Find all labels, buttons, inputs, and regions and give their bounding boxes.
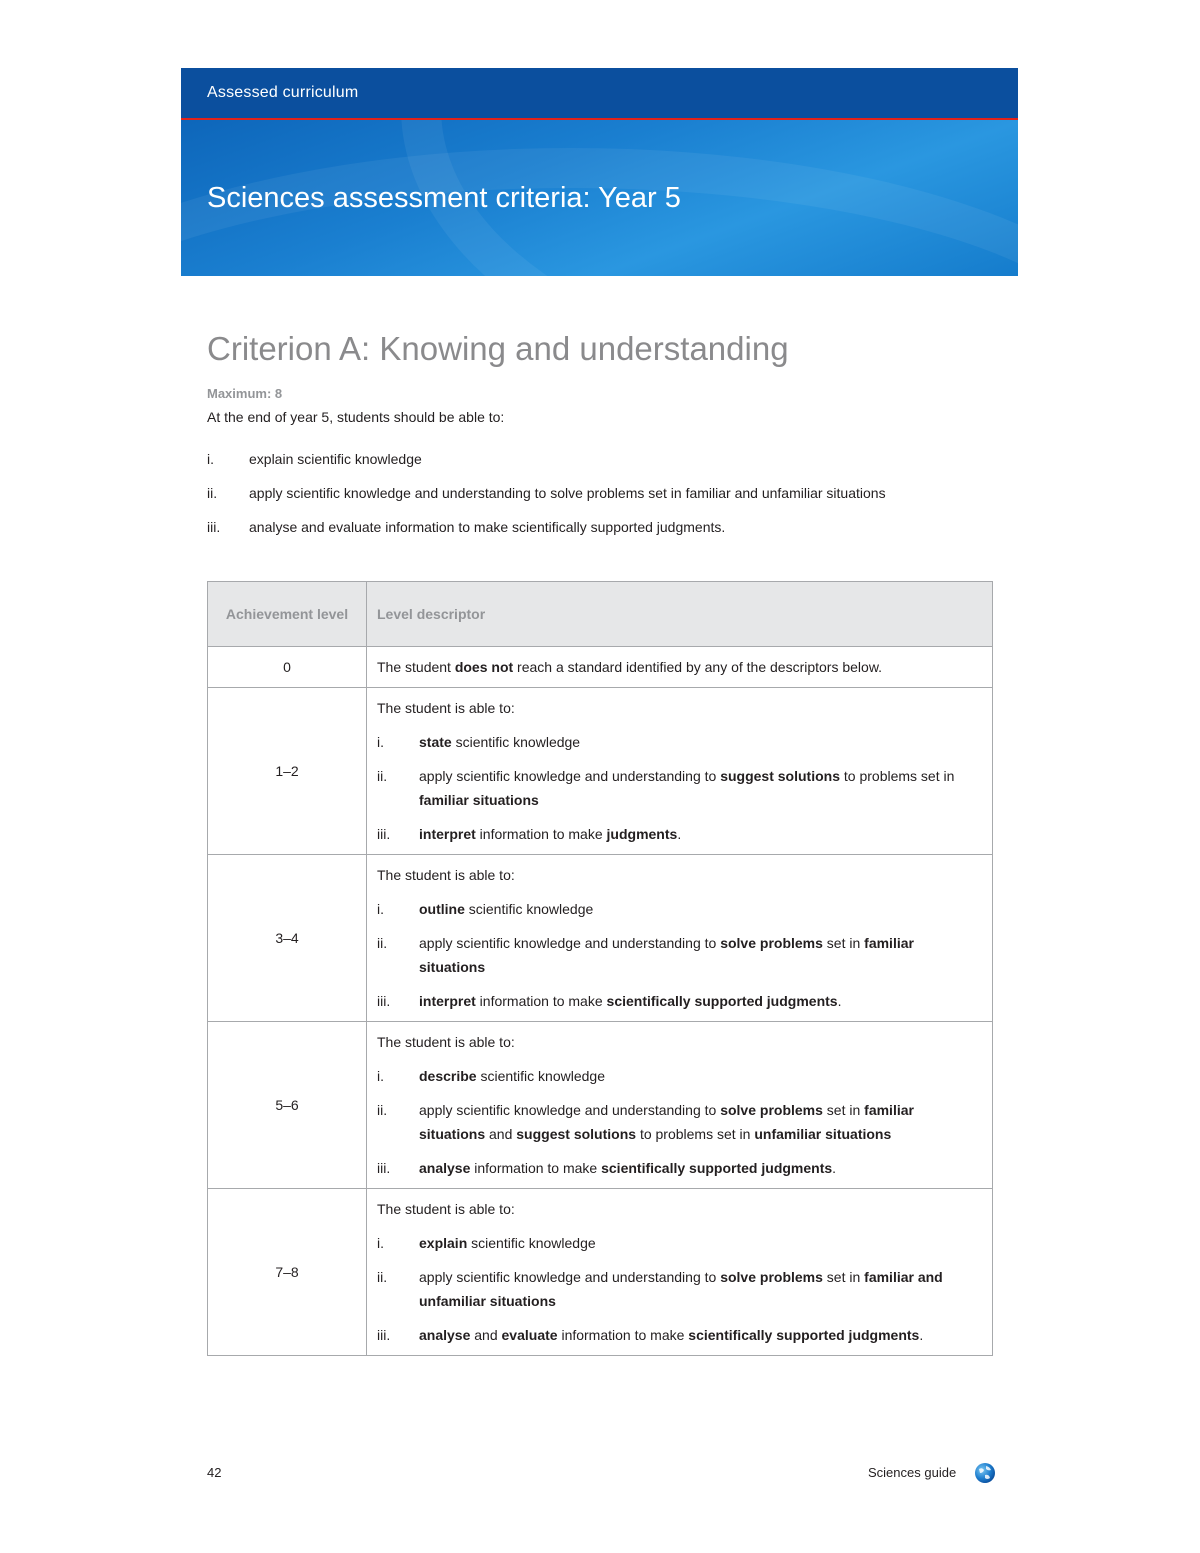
- descriptor-emphasis: analyse: [419, 1327, 471, 1343]
- item-number: ii.: [207, 485, 218, 501]
- item-text: [419, 1064, 982, 1088]
- descriptor-list: [377, 1231, 982, 1347]
- descriptor-emphasis: explain: [419, 1235, 468, 1251]
- item-number: ii.: [377, 1269, 388, 1285]
- page-number: 42: [207, 1465, 222, 1480]
- descriptor-emphasis: describe: [419, 1068, 477, 1084]
- item-text: apply scientific knowledge and understanding to solve problems set in familiar and unfamiliar situations: [249, 485, 886, 501]
- list-item: [207, 515, 993, 539]
- descriptor-lead: The student is able to:: [377, 1201, 515, 1217]
- item-number: ii.: [377, 768, 388, 784]
- descriptor-text: .: [919, 1327, 924, 1343]
- guide-title: Sciences guide: [868, 1465, 957, 1480]
- item-text: [419, 931, 982, 979]
- descriptor-text: set in: [822, 1269, 865, 1285]
- item-number: iii.: [207, 519, 221, 535]
- descriptor-emphasis: suggest solutions: [516, 1126, 637, 1142]
- descriptor-text: scientific knowledge: [464, 901, 594, 917]
- table-row: [208, 855, 993, 1022]
- descriptor-emphasis: familiar situations: [419, 1102, 914, 1142]
- descriptor-emphasis: judgments: [606, 826, 678, 842]
- descriptor-emphasis: unfamiliar situations: [754, 1126, 892, 1142]
- level-descriptor: [367, 1189, 993, 1356]
- item-text: [419, 897, 982, 921]
- descriptor-emphasis: evaluate: [501, 1327, 558, 1343]
- descriptor-text: information to make: [475, 993, 607, 1009]
- table-row: [208, 688, 993, 855]
- item-number: i.: [377, 734, 384, 750]
- section-bar: [181, 68, 1018, 120]
- descriptor-emphasis: scientifically supported judgments: [601, 1160, 833, 1176]
- list-item: [377, 1323, 982, 1347]
- descriptor-text: and: [470, 1327, 502, 1343]
- descriptor-text: apply scientific knowledge and understanding to: [419, 1269, 721, 1285]
- descriptor-text: The student: [377, 659, 455, 675]
- item-number: ii.: [377, 935, 388, 951]
- descriptor-emphasis: familiar and unfamiliar situations: [419, 1269, 943, 1309]
- item-text: [419, 989, 982, 1013]
- level-descriptor: [367, 855, 993, 1022]
- criterion-heading: Criterion A: Knowing and understanding: [207, 330, 789, 367]
- descriptor-text: scientific knowledge: [467, 1235, 596, 1251]
- table-row: [208, 1189, 993, 1356]
- descriptor-text: scientific knowledge: [451, 734, 581, 750]
- list-item: [377, 1265, 982, 1313]
- descriptor-list: [377, 730, 982, 846]
- descriptor-emphasis: familiar situations: [419, 792, 539, 808]
- list-item: [377, 931, 982, 979]
- list-item: [377, 730, 982, 754]
- intro-text: At the end of year 5, students should be able to:: [207, 409, 505, 425]
- descriptor-text: to problems set in: [636, 1126, 755, 1142]
- descriptor-emphasis: solve problems: [720, 1102, 823, 1118]
- descriptor-list: [377, 897, 982, 1013]
- descriptor-emphasis: analyse: [419, 1160, 471, 1176]
- descriptor-list: [377, 1064, 982, 1180]
- item-text: analyse and evaluate information to make scientifically supported judgments.: [249, 519, 726, 535]
- item-text: [419, 1231, 982, 1255]
- descriptor-emphasis: solve problems: [720, 935, 823, 951]
- header-banner: [181, 68, 1018, 276]
- item-number: i.: [377, 901, 384, 917]
- objectives-list: [207, 447, 993, 549]
- item-text: [419, 822, 982, 846]
- achievement-level: 1–2: [208, 688, 367, 855]
- item-text: [419, 1156, 982, 1180]
- level-descriptor: [367, 1022, 993, 1189]
- descriptor-emphasis: does not: [454, 659, 514, 675]
- achievement-level: 0: [208, 647, 367, 688]
- item-number: iii.: [377, 993, 391, 1009]
- globe-icon: [974, 1462, 996, 1484]
- descriptor-text: apply scientific knowledge and understanding to: [419, 768, 721, 784]
- descriptor-text: information to make: [557, 1327, 689, 1343]
- descriptor-text: information to make: [470, 1160, 602, 1176]
- achievement-level: 7–8: [208, 1189, 367, 1356]
- achievement-level: 3–4: [208, 855, 367, 1022]
- item-number: i.: [377, 1068, 384, 1084]
- descriptor-text: .: [832, 1160, 837, 1176]
- item-number: i.: [207, 451, 214, 467]
- descriptor-lead: The student is able to:: [377, 700, 515, 716]
- item-text: [419, 1098, 982, 1146]
- maximum-score: Maximum: 8: [207, 386, 283, 401]
- list-item: [377, 1156, 982, 1180]
- item-number: iii.: [377, 1327, 391, 1343]
- descriptor-text: set in: [822, 935, 865, 951]
- descriptor-text: reach a standard identified by any of the descriptors below.: [513, 659, 883, 675]
- column-header-level: Achievement level: [208, 582, 367, 647]
- table-row: [208, 647, 993, 688]
- criteria-table: [207, 581, 993, 1356]
- list-item: [377, 989, 982, 1013]
- descriptor-text: apply scientific knowledge and understanding to: [419, 1102, 721, 1118]
- list-item: [377, 1064, 982, 1088]
- level-descriptor: [367, 688, 993, 855]
- descriptor-text: .: [837, 993, 842, 1009]
- list-item: [377, 822, 982, 846]
- descriptor-emphasis: state: [419, 734, 452, 750]
- level-descriptor: [367, 647, 993, 688]
- table-header-row: [208, 582, 993, 647]
- item-text: [419, 730, 982, 754]
- descriptor-text: to problems set in: [840, 768, 955, 784]
- list-item: [207, 447, 993, 471]
- item-number: iii.: [377, 826, 391, 842]
- item-text: explain scientific knowledge: [249, 451, 422, 467]
- section-label: Assessed curriculum: [207, 84, 359, 101]
- item-number: iii.: [377, 1160, 391, 1176]
- descriptor-text: scientific knowledge: [476, 1068, 605, 1084]
- descriptor-emphasis: scientifically supported judgments: [688, 1327, 920, 1343]
- achievement-level: 5–6: [208, 1022, 367, 1189]
- descriptor-emphasis: suggest solutions: [720, 768, 840, 784]
- descriptor-text: and: [485, 1126, 517, 1142]
- descriptor-emphasis: interpret: [419, 993, 476, 1009]
- item-number: ii.: [377, 1102, 388, 1118]
- descriptor-emphasis: interpret: [419, 826, 476, 842]
- list-item: [377, 1098, 982, 1146]
- page-title: Sciences assessment criteria: Year 5: [207, 182, 681, 214]
- list-item: [377, 897, 982, 921]
- descriptor-text: set in: [822, 1102, 865, 1118]
- descriptor-emphasis: familiar situations: [419, 935, 914, 975]
- descriptor-emphasis: solve problems: [720, 1269, 823, 1285]
- list-item: [377, 764, 982, 812]
- list-item: [207, 481, 993, 505]
- descriptor-lead: The student is able to:: [377, 1034, 515, 1050]
- item-text: [419, 1265, 982, 1313]
- item-text: [419, 764, 982, 812]
- descriptor-emphasis: outline: [419, 901, 465, 917]
- item-text: [419, 1323, 982, 1347]
- item-number: i.: [377, 1235, 384, 1251]
- descriptor-text: apply scientific knowledge and understanding to: [419, 935, 721, 951]
- list-item: [377, 1231, 982, 1255]
- descriptor-lead: The student is able to:: [377, 867, 515, 883]
- descriptor-text: information to make: [475, 826, 607, 842]
- column-header-descriptor: Level descriptor: [367, 582, 993, 647]
- table-row: [208, 1022, 993, 1189]
- descriptor-emphasis: scientifically supported judgments: [606, 993, 838, 1009]
- descriptor-text: .: [677, 826, 682, 842]
